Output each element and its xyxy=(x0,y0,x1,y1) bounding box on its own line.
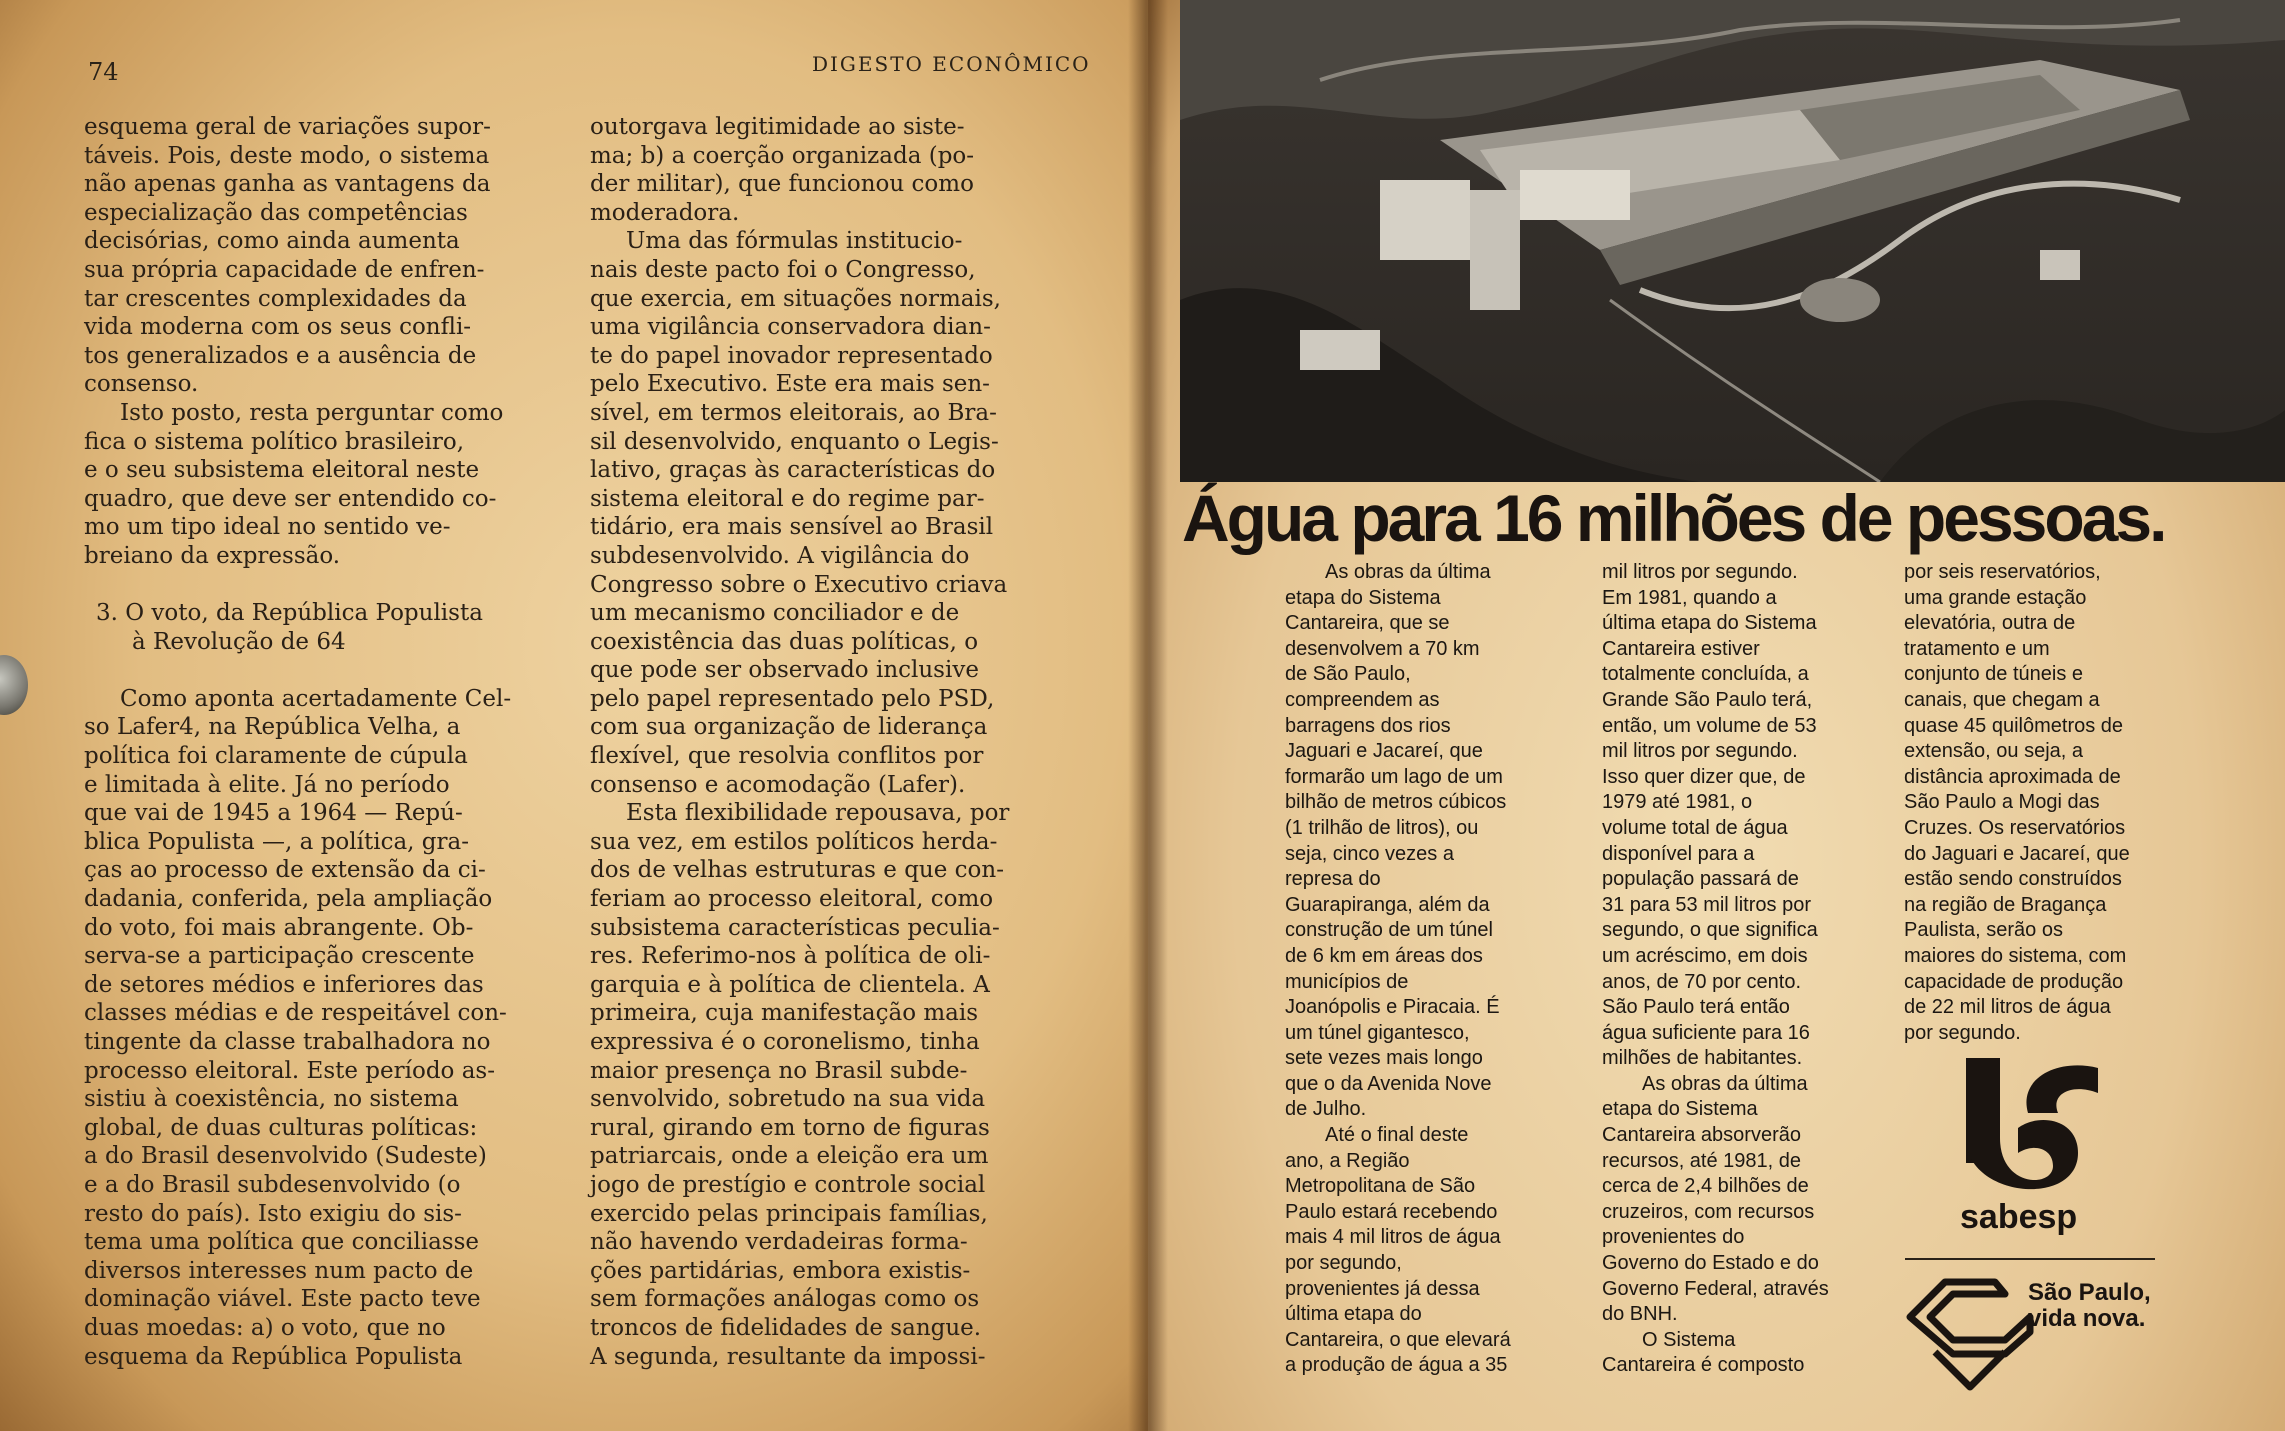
text-line: que exercia, em situações normais, xyxy=(590,285,1001,312)
ad-text-line: mil litros por segundo. xyxy=(1602,740,1798,763)
article-column-1 xyxy=(84,113,564,1371)
section-heading: 3. O voto, da República Populista xyxy=(96,600,483,627)
text-line: tingente da classe trabalhadora no xyxy=(84,1029,491,1055)
ad-text-line: água suficiente para 16 xyxy=(1602,1021,1810,1044)
ad-text-line: estão sendo construídos xyxy=(1904,868,2122,891)
text-line: Como aponta acertadamente Cel- xyxy=(120,685,512,712)
text-line: sua própria capacidade de enfren- xyxy=(84,256,485,283)
ad-text-line: As obras da última xyxy=(1325,561,1491,583)
text-line: especialização das competências xyxy=(84,199,468,226)
text-line: ças ao processo de extensão da ci- xyxy=(84,857,486,884)
ad-text-line: última etapa do Sistema xyxy=(1602,612,1817,635)
text-line: Uma das fórmulas instituciо- xyxy=(626,228,963,255)
text-line: a do Brasil desenvolvido (Sudeste) xyxy=(84,1143,487,1170)
ad-text-line: cerca de 2,4 bilhões de xyxy=(1602,1175,1809,1198)
text-line: ções partidárias, embora existis- xyxy=(590,1257,971,1284)
text-line: do voto, foi mais abrangente. Ob- xyxy=(84,914,474,941)
text-line: que pode ser observado inclusive xyxy=(590,657,979,684)
ad-text-line: Cantareira, o que elevará xyxy=(1285,1328,1511,1351)
text-line: Isto posto, resta perguntar como xyxy=(120,399,504,426)
ad-text-line: compreendem as xyxy=(1285,688,1440,711)
ad-text-line: Paulo estará recebendo xyxy=(1285,1200,1498,1223)
ad-text-line: a produção de água a 35 xyxy=(1285,1354,1508,1377)
text-line: sistema eleitoral e do regime par- xyxy=(590,485,985,512)
ad-text-line: elevatória, outra de xyxy=(1904,612,2076,635)
text-line: res. Referimo-nos à política de oli- xyxy=(590,943,991,970)
ad-column-1 xyxy=(1285,560,1575,1379)
text-line: e limitada à elite. Já no período xyxy=(84,771,450,798)
ad-text-line: Governo Federal, através xyxy=(1602,1277,1829,1300)
ad-text-line: capacidade de produção xyxy=(1904,970,2124,993)
ad-column-2 xyxy=(1602,560,1892,1379)
text-line: troncos de fidelidades de sangue. xyxy=(590,1314,982,1341)
ad-text-line: conjunto de túneis e xyxy=(1904,663,2084,686)
text-line: subsistema características peculia- xyxy=(590,914,1000,941)
ad-text-line: Joanópolis e Piracaia. É xyxy=(1285,996,1500,1019)
text-line: um mecanismo conciliador e de xyxy=(590,600,960,627)
text-line: consenso e acomodação (Lafer). xyxy=(590,771,966,798)
ad-text-line: O Sistema xyxy=(1642,1328,1736,1351)
ad-text-line: de Julho. xyxy=(1285,1098,1367,1121)
text-line: processo eleitoral. Este período as- xyxy=(84,1057,495,1084)
ad-text-line: etapa do Sistema xyxy=(1602,1098,1758,1121)
ad-text-line: que o da Avenida Nove xyxy=(1285,1072,1492,1095)
ad-text-line: bilhão de metros cúbicos xyxy=(1285,791,1507,814)
text-line: política foi claramente de cúpula xyxy=(84,743,468,770)
text-line: jogo de prestígio e controle social xyxy=(590,1171,986,1198)
aerial-photo-image xyxy=(1180,0,2285,482)
ad-text-line: por seis reservatórios, xyxy=(1904,561,2101,583)
text-line: sil desenvolvido, enquanto o Legis- xyxy=(590,428,999,455)
text-line: diversos interesses num pacto de xyxy=(84,1257,474,1284)
text-line: classes médias e de respeitável con- xyxy=(84,1000,507,1027)
ad-text-line: anos, de 70 por cento. xyxy=(1602,970,1802,993)
text-line: quadro, que deve ser entendido co- xyxy=(84,485,497,512)
ad-text-line: Cantareira, que se xyxy=(1285,612,1450,635)
ad-text-line: provenientes já dessa xyxy=(1285,1277,1480,1300)
ad-text-line: São Paulo a Mogi das xyxy=(1904,791,2100,814)
ad-text-line: Cantareira é composto xyxy=(1602,1354,1805,1377)
text-line: A segunda, resultante da impossi- xyxy=(590,1343,986,1370)
text-line: decisórias, como ainda aumenta xyxy=(84,228,460,255)
ad-text-line: quase 45 quilômetros de xyxy=(1904,714,2124,737)
ad-text-line: Até o final deste xyxy=(1325,1124,1469,1147)
text-line: duas moedas: a) o voto, que no xyxy=(84,1314,446,1341)
section-heading: à Revolução de 64 xyxy=(132,628,346,655)
ad-text-line: segundo, o que significa xyxy=(1602,919,1818,942)
ad-text-line: mil litros por segundo. xyxy=(1602,561,1798,583)
text-line: serva-se a participação crescente xyxy=(84,943,475,970)
text-line: primeira, cuja manifestação mais xyxy=(590,1000,979,1027)
sabesp-wordmark: sabesp xyxy=(1960,1198,2078,1236)
ad-text-line: maiores do sistema, com xyxy=(1904,944,2127,967)
ad-text-line: um túnel gigantesco, xyxy=(1285,1021,1470,1044)
ad-text-line: seja, cinco vezes a xyxy=(1285,842,1454,865)
ad-text-line: recursos, até 1981, de xyxy=(1602,1149,1802,1172)
text-line: feriam ao processo eleitoral, como xyxy=(590,886,994,913)
text-line: coexistência das duas políticas, o xyxy=(590,628,979,655)
ad-column-3 xyxy=(1904,560,2194,1046)
divider xyxy=(1905,1258,2155,1260)
text-line: com sua organização de liderança xyxy=(590,714,988,741)
text-line: senvolvido, sobretudo na sua vida xyxy=(590,1086,986,1113)
text-line: vida moderna com os seus confli- xyxy=(84,314,472,341)
text-line: subdesenvolvido. A vigilância do xyxy=(590,542,970,569)
text-line: dadania, conferida, pela ampliação xyxy=(84,886,493,913)
text-line: tar crescentes complexidades da xyxy=(84,285,467,312)
ad-text-line: na região de Bragança xyxy=(1904,893,2107,916)
text-line: maior presença no Brasil subde- xyxy=(590,1057,968,1084)
ad-text-line: disponível para a xyxy=(1602,842,1755,865)
text-line: resto do país). Isto exigiu do sis- xyxy=(84,1200,462,1227)
text-line: uma vigilância conservadora dian- xyxy=(590,314,991,341)
text-line: blica Populista —, a política, gra- xyxy=(84,828,469,855)
ad-text-line: formarão um lago de um xyxy=(1285,765,1503,788)
ad-text-line: canais, que chegam a xyxy=(1904,688,2100,711)
text-line: sem formações análogas como os xyxy=(590,1286,980,1313)
ad-text-line: Governo do Estado e do xyxy=(1602,1252,1819,1275)
ad-text-line: 31 para 53 mil litros por xyxy=(1602,893,1811,916)
text-line: tos generalizados e a ausência de xyxy=(84,342,477,369)
text-line: sível, em termos eleitorais, ao Bra- xyxy=(590,399,997,426)
text-line: expressiva é o coronelismo, tinha xyxy=(590,1029,980,1055)
text-line: tema uma política que conciliasse xyxy=(84,1229,479,1256)
text-line: tidário, era mais sensível ao Brasil xyxy=(590,514,994,541)
ad-text-line: extensão, ou seja, a xyxy=(1904,740,2084,763)
ad-text-line: um acréscimo, em dois xyxy=(1602,944,1808,967)
text-line: lativo, graças às características do xyxy=(590,457,996,484)
ad-text-line: desenvolvem a 70 km xyxy=(1285,637,1480,660)
text-line: Esta flexibilidade repousava, por xyxy=(626,800,1010,827)
ad-text-line: Paulista, serão os xyxy=(1904,919,2063,942)
ad-text-line: do BNH. xyxy=(1602,1303,1678,1326)
text-line: moderadora. xyxy=(590,199,740,226)
ad-text-line: Grande São Paulo terá, xyxy=(1602,688,1813,711)
ad-text-line: volume total de água xyxy=(1602,816,1788,839)
text-line: esquema geral de variações supor- xyxy=(84,114,491,140)
ad-text-line: por segundo. xyxy=(1904,1021,2021,1044)
ad-text-line: de 22 mil litros de água xyxy=(1904,996,2111,1019)
text-line: outorgava legitimidade ao siste- xyxy=(590,114,965,140)
ad-text-line: municípios de xyxy=(1285,970,1409,993)
text-line: pelo papel representado pelo PSD, xyxy=(590,685,995,712)
text-line: garquia e à política de clientela. A xyxy=(590,971,990,998)
text-line: táveis. Pois, deste modo, o sistema xyxy=(84,142,490,169)
ad-text-line: construção de um túnel xyxy=(1285,919,1493,942)
ad-text-line: população passará de xyxy=(1602,868,1799,891)
ad-text-line: de São Paulo, xyxy=(1285,663,1411,686)
ad-text-line: ano, a Região xyxy=(1285,1149,1410,1172)
article-column-2 xyxy=(590,113,1070,1371)
slogan xyxy=(2028,1280,2151,1332)
ad-text-line: cruzeiros, com recursos xyxy=(1602,1200,1815,1223)
text-line: dominação viável. Este pacto teve xyxy=(84,1286,481,1313)
running-head: DIGESTO ECONÔMICO xyxy=(812,52,1091,76)
text-line: rural, girando em torno de figuras xyxy=(590,1114,990,1141)
ad-text-line: do Jaguari e Jacareí, que xyxy=(1904,842,2130,865)
ad-text-line: Metropolitana de São xyxy=(1285,1175,1476,1198)
ad-headline: Água para 16 milhões de pessoas. xyxy=(1182,481,2165,555)
ad-text-line: São Paulo terá então xyxy=(1602,996,1790,1019)
ad-text-line: Cantareira estiver xyxy=(1602,637,1760,660)
ad-text-line: então, um volume de 53 xyxy=(1602,714,1817,737)
ad-text-line: etapa do Sistema xyxy=(1285,586,1441,609)
ad-text-line: (1 trilhão de litros), ou xyxy=(1285,816,1479,839)
ad-text-line: mais 4 mil litros de água xyxy=(1285,1226,1501,1249)
text-line: exercido pelas principais famílias, xyxy=(590,1200,988,1227)
text-line: não apenas ganha as vantagens da xyxy=(84,171,491,198)
text-line: flexível, que resolvia conflitos por xyxy=(590,743,984,770)
text-line: sistiu à coexistência, no sistema xyxy=(84,1086,459,1113)
ad-text-line: Guarapiranga, além da xyxy=(1285,893,1490,916)
text-line: Congresso sobre o Executivo criava xyxy=(590,571,1008,598)
text-line: fica o sistema político brasileiro, xyxy=(84,428,465,455)
ad-text-line: totalmente concluída, a xyxy=(1602,663,1809,686)
ad-text-line: de 6 km em áreas dos xyxy=(1285,944,1483,967)
ad-text-line: Isso quer dizer que, de xyxy=(1602,765,1806,788)
text-line: e o seu subsistema eleitoral neste xyxy=(84,457,480,484)
text-line: ma; b) a coerção organizada (po- xyxy=(590,142,975,169)
text-line: consenso. xyxy=(84,371,199,398)
text-line: der militar), que funcionou como xyxy=(590,171,974,198)
ad-text-line: uma grande estação xyxy=(1904,586,2087,609)
text-line: não havendo verdadeiras forma- xyxy=(590,1229,968,1256)
text-line: global, de duas culturas políticas: xyxy=(84,1114,478,1141)
text-line: mo um tipo ideal no sentido ve- xyxy=(84,514,451,541)
text-line: breiano da expressão. xyxy=(84,542,341,569)
ad-text-line: Jaguari e Jacareí, que xyxy=(1285,740,1483,763)
text-line: patriarcais, onde a eleição era um xyxy=(590,1143,989,1170)
ad-text-line: tratamento e um xyxy=(1904,637,2050,660)
text-line: e a do Brasil subdesenvolvido (o xyxy=(84,1171,461,1198)
slogan-line: São Paulo, xyxy=(2028,1279,2151,1306)
ad-text-line: última etapa do xyxy=(1285,1303,1422,1326)
ad-text-line: As obras da última xyxy=(1642,1072,1808,1095)
text-line: sua vez, em estilos políticos herda- xyxy=(590,828,998,855)
sao-paulo-emblem-icon xyxy=(1905,1272,2035,1392)
ad-text-line: distância aproximada de xyxy=(1904,765,2121,788)
text-line: dos de velhas estruturas e que con- xyxy=(590,857,1004,884)
text-line: de setores médios e inferiores das xyxy=(84,971,484,998)
ad-text-line: represa do xyxy=(1285,868,1381,891)
ad-text-line: barragens dos rios xyxy=(1285,714,1451,737)
slogan-line: vida nova. xyxy=(2028,1305,2146,1332)
text-line: pelo Executivo. Este era mais sen- xyxy=(590,371,990,398)
ad-text-line: Cantareira absorverão xyxy=(1602,1124,1801,1147)
ad-text-line: Cruzes. Os reservatórios xyxy=(1904,816,2126,839)
page-number: 74 xyxy=(88,58,119,86)
ad-text-line: milhões de habitantes. xyxy=(1602,1047,1803,1070)
aerial-photo xyxy=(1180,0,2285,482)
ad-text-line: sete vezes mais longo xyxy=(1285,1047,1483,1070)
text-line: que vai de 1945 a 1964 — Repú- xyxy=(84,800,463,827)
text-line: te do papel inovador representado xyxy=(590,342,993,369)
ad-text-line: 1979 até 1981, o xyxy=(1602,791,1753,814)
text-line: nais deste pacto foi o Congresso, xyxy=(590,256,976,283)
text-line: esquema da República Populista xyxy=(84,1343,463,1370)
ad-text-line: provenientes do xyxy=(1602,1226,1745,1249)
book-gutter xyxy=(1128,0,1168,1431)
ad-text-line: por segundo, xyxy=(1285,1252,1402,1275)
staple xyxy=(0,655,28,715)
ad-text-line: Em 1981, quando a xyxy=(1602,586,1777,609)
text-line: so Lafer4, na República Velha, a xyxy=(84,714,461,741)
